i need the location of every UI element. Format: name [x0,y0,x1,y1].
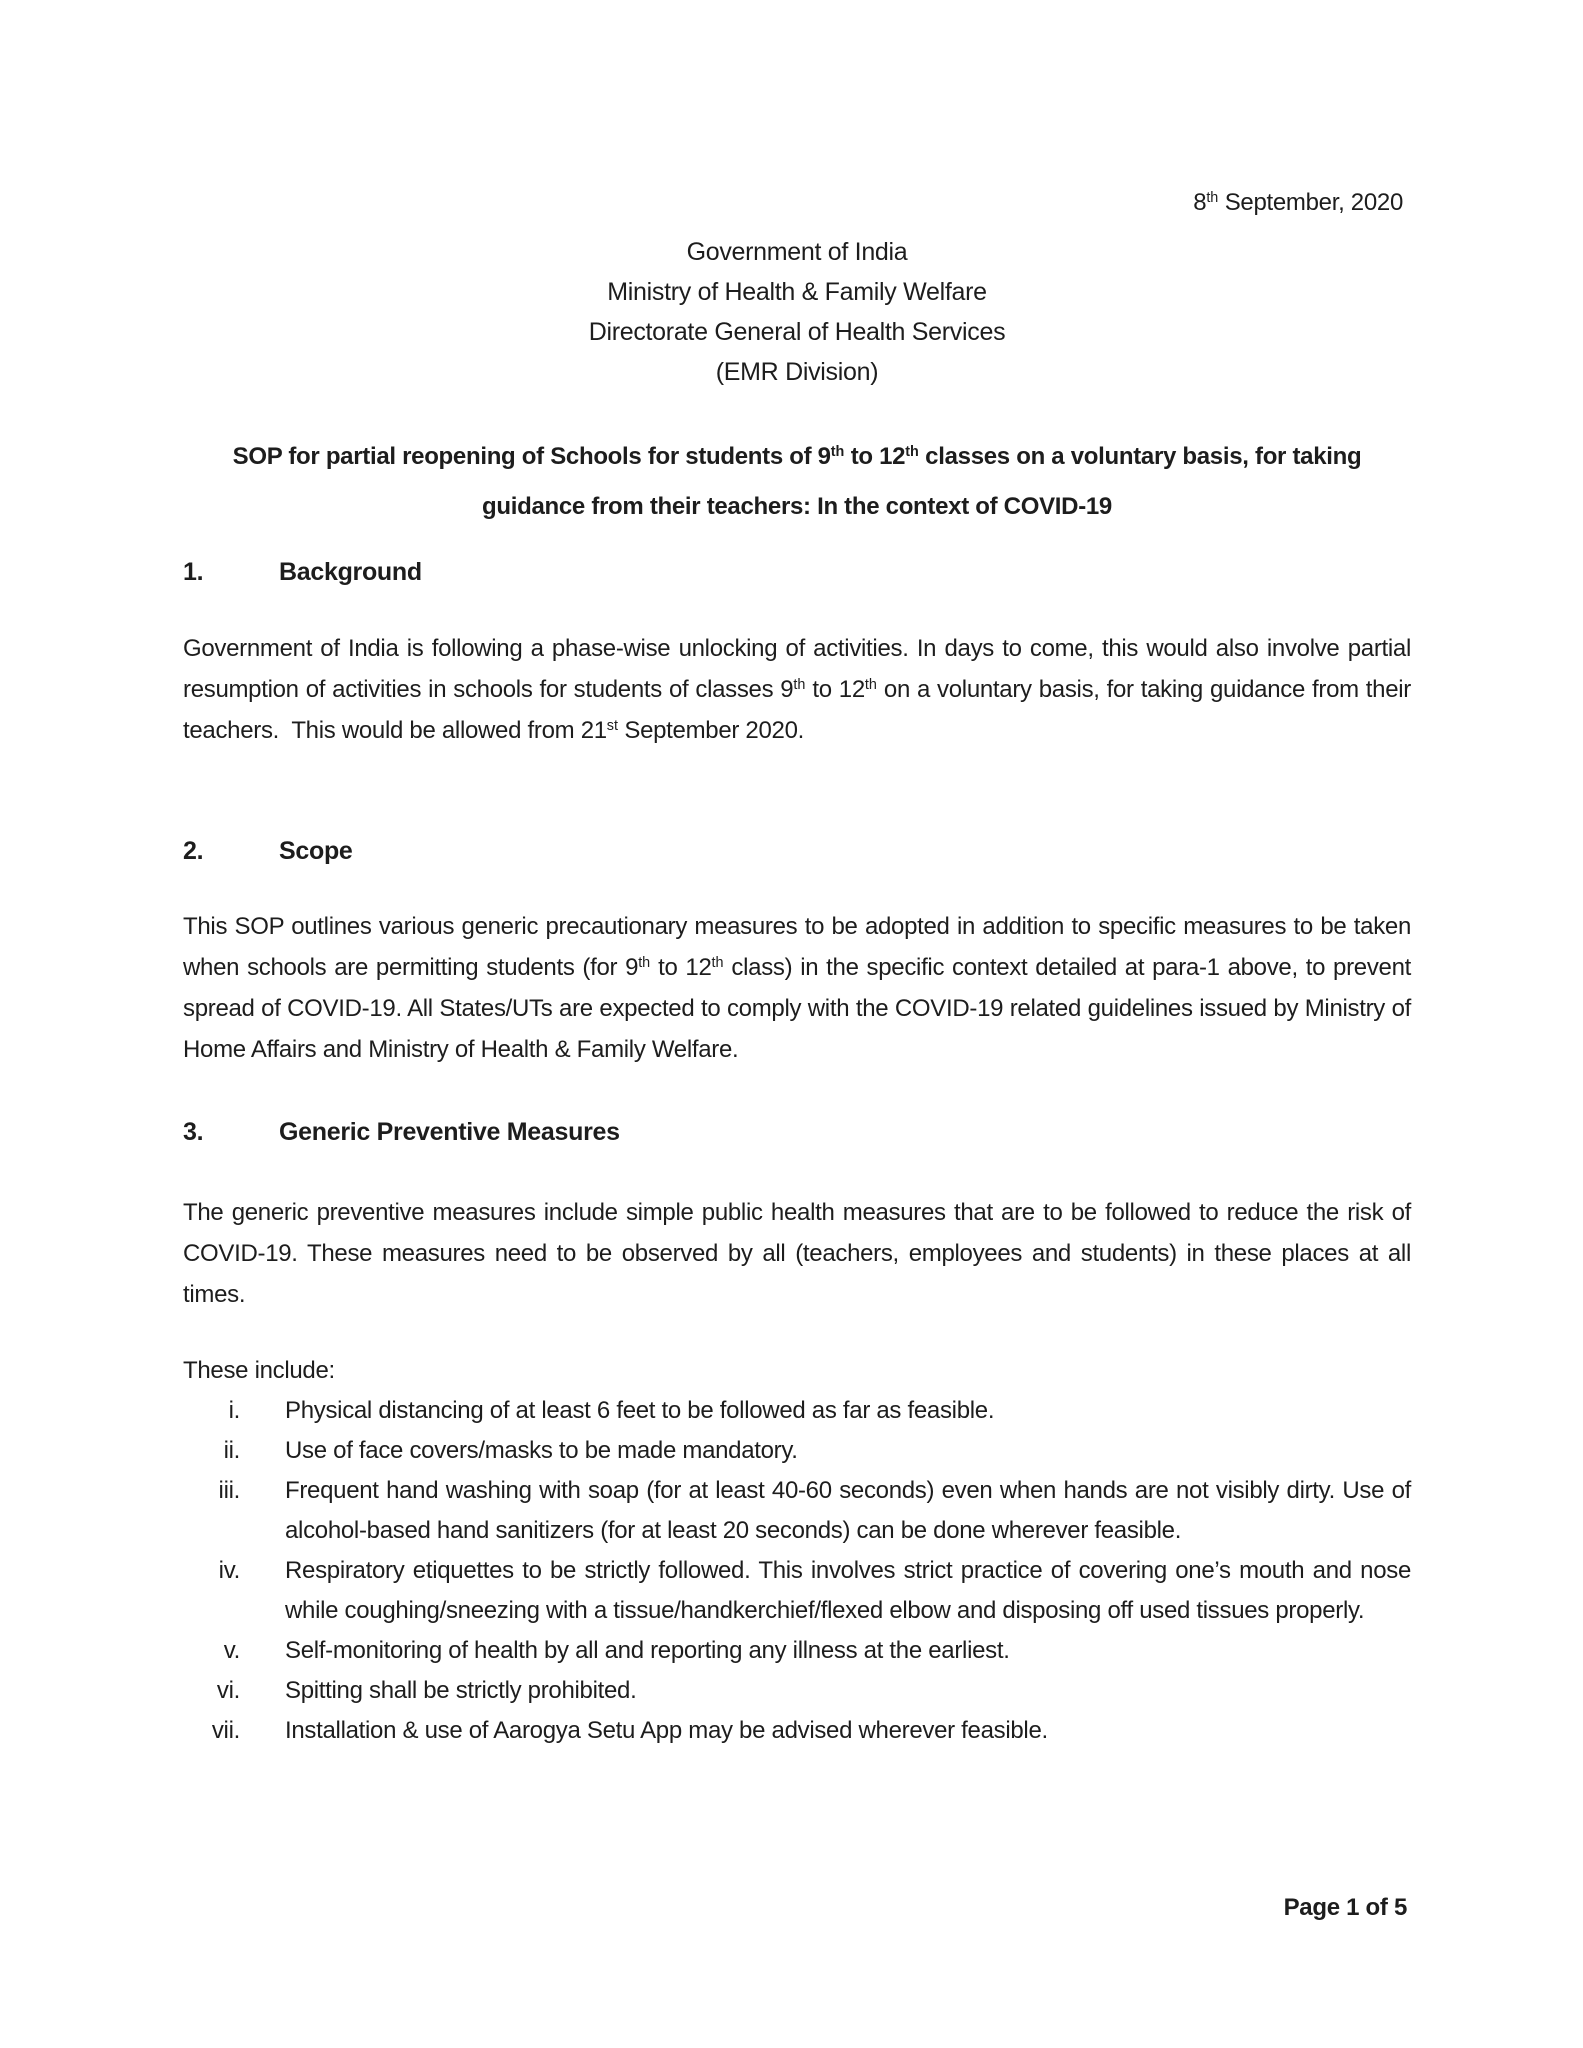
date-line: 8th September, 2020 [1193,189,1403,216]
org-line-directorate: Directorate General of Health Services [588,318,1006,346]
list-item [183,1431,1411,1471]
list-item-text: Use of face covers/masks to be made mandatory. [285,1437,798,1464]
list-item [183,1711,1411,1751]
list-item-text: Respiratory etiquettes to be strictly followed. This involves strict practice of covering one’s mouth and nose while coughing/sneezing with a tissue/handkerchief/flexed elbow and disposing off used tissues properly. [285,1557,1411,1624]
section-heading-generic-preventive-measures [183,1112,1411,1152]
doc-title-line: SOP for partial reopening of Schools for students of 9th to 12th classes on a voluntary basis, for taking [232,443,1362,470]
list-item-text: Spitting shall be strictly prohibited. [285,1677,637,1704]
list-item-text: Installation & use of Aarogya Setu App may be advised wherever feasible. [285,1717,1048,1744]
list-item [183,1631,1411,1671]
org-letterhead [183,232,1411,392]
list-item-text: Physical distancing of at least 6 feet to be followed as far as feasible. [285,1397,995,1424]
list-item-marker: i. [228,1397,240,1424]
list-item [183,1471,1411,1551]
list-item-marker: vi. [216,1677,240,1704]
section-heading-text: Background [279,558,422,586]
list-item [183,1391,1411,1431]
list-item [183,1671,1411,1711]
page-number: Page 1 of 5 [1283,1894,1407,1921]
section-number: 3. [183,1118,204,1146]
section-paragraph-generic-preventive-measures: The generic preventive measures include simple public health measures that are to be followed to reduce the risk of COVID-19. These measures need to be observed by all (teachers, employees and students) in these places at all times. [183,1199,1411,1308]
org-line-ministry: Ministry of Health & Family Welfare [607,278,987,306]
list-item-text: Self-monitoring of health by all and reporting any illness at the earliest. [285,1637,1010,1664]
section-number: 2. [183,837,204,865]
list-item [183,1551,1411,1631]
org-line-government: Government of India [686,238,908,266]
org-line-division: (EMR Division) [715,358,879,386]
section-heading-text: Generic Preventive Measures [279,1118,620,1146]
section-heading-background [183,552,1411,592]
list-item-marker: vii. [211,1717,240,1744]
list-item-marker: iii. [218,1477,240,1504]
section-heading-scope [183,831,1411,871]
list-intro: These include: [183,1357,335,1384]
list-item-marker: ii. [223,1437,240,1464]
doc-title-line: guidance from their teachers: In the context of COVID-19 [482,493,1112,520]
preventive-measures-list [183,1391,1411,1751]
section-paragraph-background: Government of India is following a phase-wise unlocking of activities. In days to come, this would also involve partial resumption of activities in schools for students of classes 9th to 12th on a voluntary basis, for taking guidance from their teachers. This would be allowed from 21st September 2020. [183,635,1411,744]
section-number: 1. [183,558,204,586]
list-item-marker: iv. [218,1557,240,1584]
section-paragraph-scope: This SOP outlines various generic precautionary measures to be adopted in addition to specific measures to be taken when schools are permitting students (for 9th to 12th class) in the specific context detailed at para-1 above, to prevent spread of COVID-19. All States/UTs are expected to comply with the COVID-19 related guidelines issued by Ministry of Home Affairs and Ministry of Health & Family Welfare. [183,913,1412,1063]
document-content [183,0,1411,1751]
doc-title [183,432,1411,532]
section-heading-text: Scope [279,837,353,865]
list-item-marker: v. [223,1637,240,1664]
list-item-text: Frequent hand washing with soap (for at least 40-60 seconds) even when hands are not visibly dirty. Use of alcohol-based hand sanitizers (for at least 20 seconds) can be done wherever feasible. [285,1477,1411,1544]
